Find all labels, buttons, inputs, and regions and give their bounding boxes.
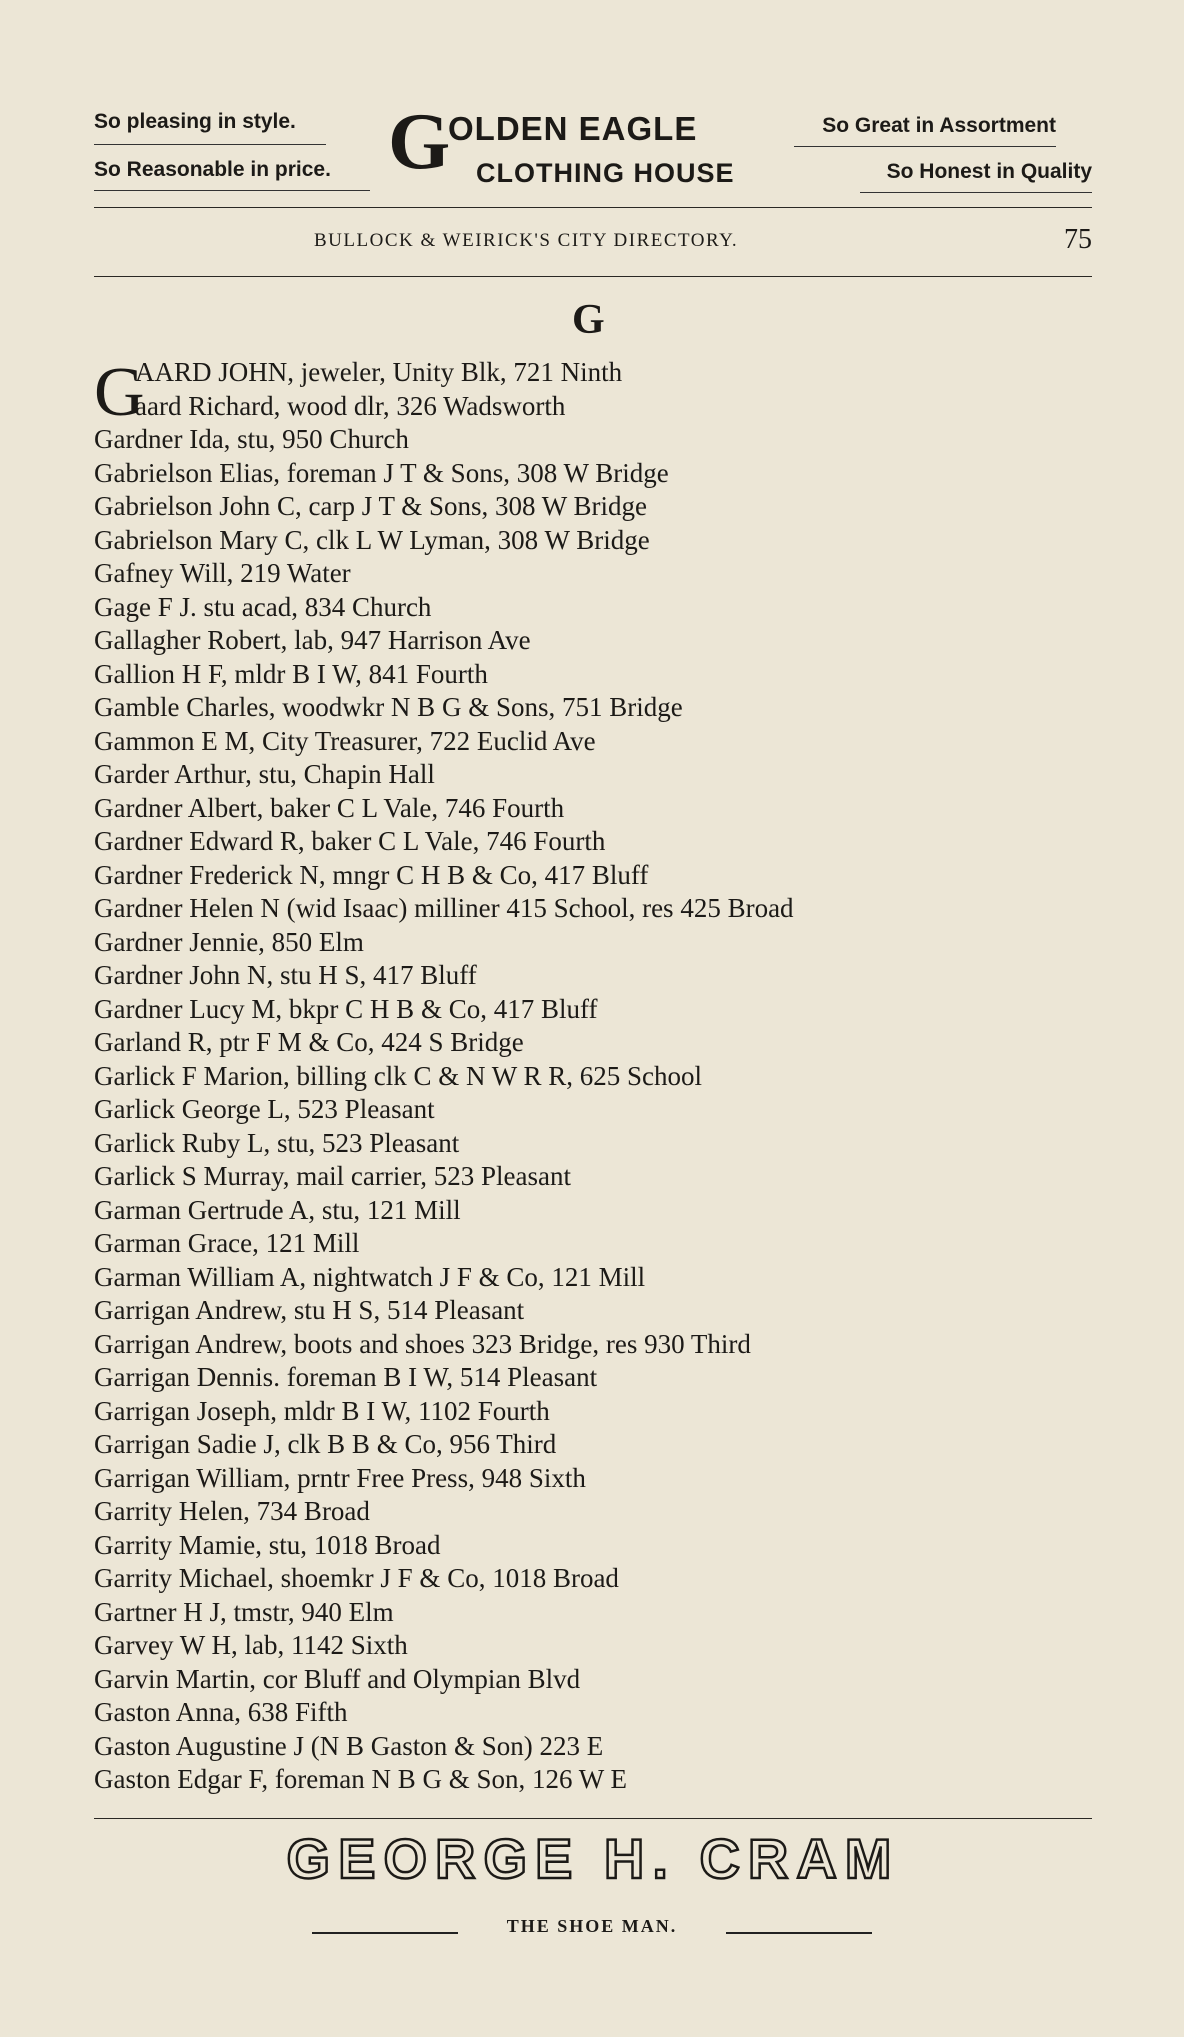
directory-entry: Garrity Michael, shoemkr J F & Co, 1018 Broad bbox=[94, 1563, 619, 1593]
directory-entry: Gage F J. stu acad, 834 Church bbox=[94, 591, 432, 622]
directory-entry: Gamble Charles, woodwkr N B G & Sons, 751 Bridge bbox=[94, 692, 683, 722]
directory-entry: Garlick S Murray, mail carrier, 523 Pleasant bbox=[94, 1161, 572, 1191]
directory-entry: Gardner Ida, stu, 950 Church bbox=[94, 424, 409, 454]
directory-entry: Gardner Jennie, 850 Elm bbox=[94, 926, 364, 957]
directory-entry: Garlick F Marion, billing clk C & N W R R, 625 School bbox=[94, 1060, 702, 1091]
directory-entry: Garder Arthur, stu, Chapin Hall bbox=[94, 759, 435, 789]
directory-entry: Garvey W H, lab, 1142 Sixth bbox=[94, 1630, 408, 1660]
directory-entry: Gammon E M, City Treasurer, 722 Euclid Ave bbox=[94, 725, 596, 756]
directory-entry: Gardner John N, stu H S, 417 Bluff bbox=[94, 960, 477, 990]
header-ad-big-initial: G bbox=[388, 98, 451, 186]
directory-entry: Garvin Martin, cor Bluff and Olympian Blvd bbox=[94, 1663, 581, 1694]
directory-entries bbox=[94, 356, 1094, 1797]
page-number: 75 bbox=[1064, 224, 1092, 255]
directory-entry: Garrigan William, prntr Free Press, 948 Sixth bbox=[94, 1462, 586, 1493]
divider-rule bbox=[94, 276, 1092, 277]
header-advertisement bbox=[94, 98, 1092, 198]
directory-entry: Gardner Helen N (wid Isaac) milliner 415 School, res 425 Broad bbox=[94, 893, 794, 923]
divider-rule bbox=[94, 1818, 1092, 1819]
header-ad-underline bbox=[94, 144, 326, 145]
directory-entry: Garman Grace, 121 Mill bbox=[94, 1228, 360, 1258]
directory-entry: Garrigan Andrew, boots and shoes 323 Bridge, res 930 Third bbox=[94, 1328, 751, 1359]
divider-rule bbox=[94, 207, 1092, 208]
drop-cap: G bbox=[94, 354, 145, 431]
directory-entry: Gabrielson Elias, foreman J T & Sons, 308 W Bridge bbox=[94, 457, 669, 488]
footer-ad-dash bbox=[726, 1932, 872, 1934]
directory-entry: Gallion H F, mldr B I W, 841 Fourth bbox=[94, 658, 488, 689]
directory-entry: Garlick George L, 523 Pleasant bbox=[94, 1094, 435, 1124]
footer-ad-tagline: THE SHOE MAN. bbox=[506, 1916, 678, 1936]
directory-entry: Garrigan Andrew, stu H S, 514 Pleasant bbox=[94, 1295, 525, 1325]
running-head-title: BULLOCK & WEIRICK'S CITY DIRECTORY. bbox=[314, 230, 739, 251]
directory-entry: Garrigan Joseph, mldr B I W, 1102 Fourth bbox=[94, 1395, 550, 1426]
directory-entry: Garman Gertrude A, stu, 121 Mill bbox=[94, 1194, 461, 1225]
directory-entry: Gardner Albert, baker C L Vale, 746 Fourth bbox=[94, 792, 565, 823]
directory-entry: Garrity Mamie, stu, 1018 Broad bbox=[94, 1529, 441, 1560]
directory-entry: Gaston Augustine J (N B Gaston & Son) 223 E bbox=[94, 1730, 604, 1761]
directory-entry: Garman William A, nightwatch J F & Co, 121 Mill bbox=[94, 1261, 646, 1292]
directory-entry: Gardner Edward R, baker C L Vale, 746 Fourth bbox=[94, 826, 606, 856]
directory-entry: Garrity Helen, 734 Broad bbox=[94, 1496, 370, 1526]
directory-entry: Garrigan Sadie J, clk B B & Co, 956 Third bbox=[94, 1429, 557, 1459]
footer-ad-dash bbox=[312, 1932, 458, 1934]
directory-entry: Gabrielson John C, carp J T & Sons, 308 W Bridge bbox=[94, 491, 647, 521]
header-ad-center bbox=[384, 98, 804, 192]
directory-entry: aard Richard, wood dlr, 326 Wadsworth bbox=[135, 390, 566, 421]
header-ad-left-line2: So Reasonable in price. bbox=[94, 158, 331, 181]
header-ad-left-line1: So pleasing in stylе. bbox=[94, 110, 296, 133]
header-ad-right-line2: So Honest in Quality bbox=[886, 160, 1092, 183]
header-ad-underline bbox=[860, 192, 1092, 193]
directory-entry: Gardner Lucy M, bkpr C H B & Co, 417 Bluff bbox=[94, 993, 598, 1024]
directory-entry: Gabrielson Mary C, clk L W Lyman, 308 W Bridge bbox=[94, 524, 650, 555]
footer-ad-tagline-row bbox=[312, 1912, 872, 1942]
header-ad-underline bbox=[794, 146, 1056, 147]
directory-entry: Garrigan Dennis. foreman B I W, 514 Pleasant bbox=[94, 1362, 598, 1392]
directory-entry: Gafney Will, 219 Water bbox=[94, 558, 351, 588]
header-ad-center-line1: OLDEN EAGLE bbox=[448, 110, 698, 147]
directory-entry: Gallagher Robert, lab, 947 Harrison Ave bbox=[94, 625, 531, 655]
header-ad-underline bbox=[94, 190, 370, 191]
directory-entry: Gardner Frederick N, mngr C H B & Co, 417 Bluff bbox=[94, 859, 649, 890]
directory-entry: Gartner H J, tmstr, 940 Elm bbox=[94, 1596, 394, 1627]
footer-advertisement bbox=[94, 1826, 1092, 1936]
running-head bbox=[94, 222, 1092, 262]
directory-entry: Garland R, ptr F M & Co, 424 S Bridge bbox=[94, 1027, 524, 1057]
header-ad-center-line2: CLOTHING HOUSE bbox=[476, 158, 735, 188]
directory-entry: Gaston Edgar F, foreman N B G & Son, 126 W E bbox=[94, 1764, 628, 1794]
header-ad-right-line1: So Great in Assortment bbox=[822, 114, 1056, 137]
footer-ad-name: GEORGE H. CRAM bbox=[286, 1827, 900, 1890]
directory-entry: Gaston Anna, 638 Fifth bbox=[94, 1697, 348, 1727]
directory-entry: AARD JOHN, jeweler, Unity Blk, 721 Ninth bbox=[135, 357, 623, 387]
directory-entry: Garlick Ruby L, stu, 523 Pleasant bbox=[94, 1127, 460, 1158]
section-letter: G bbox=[572, 297, 605, 343]
